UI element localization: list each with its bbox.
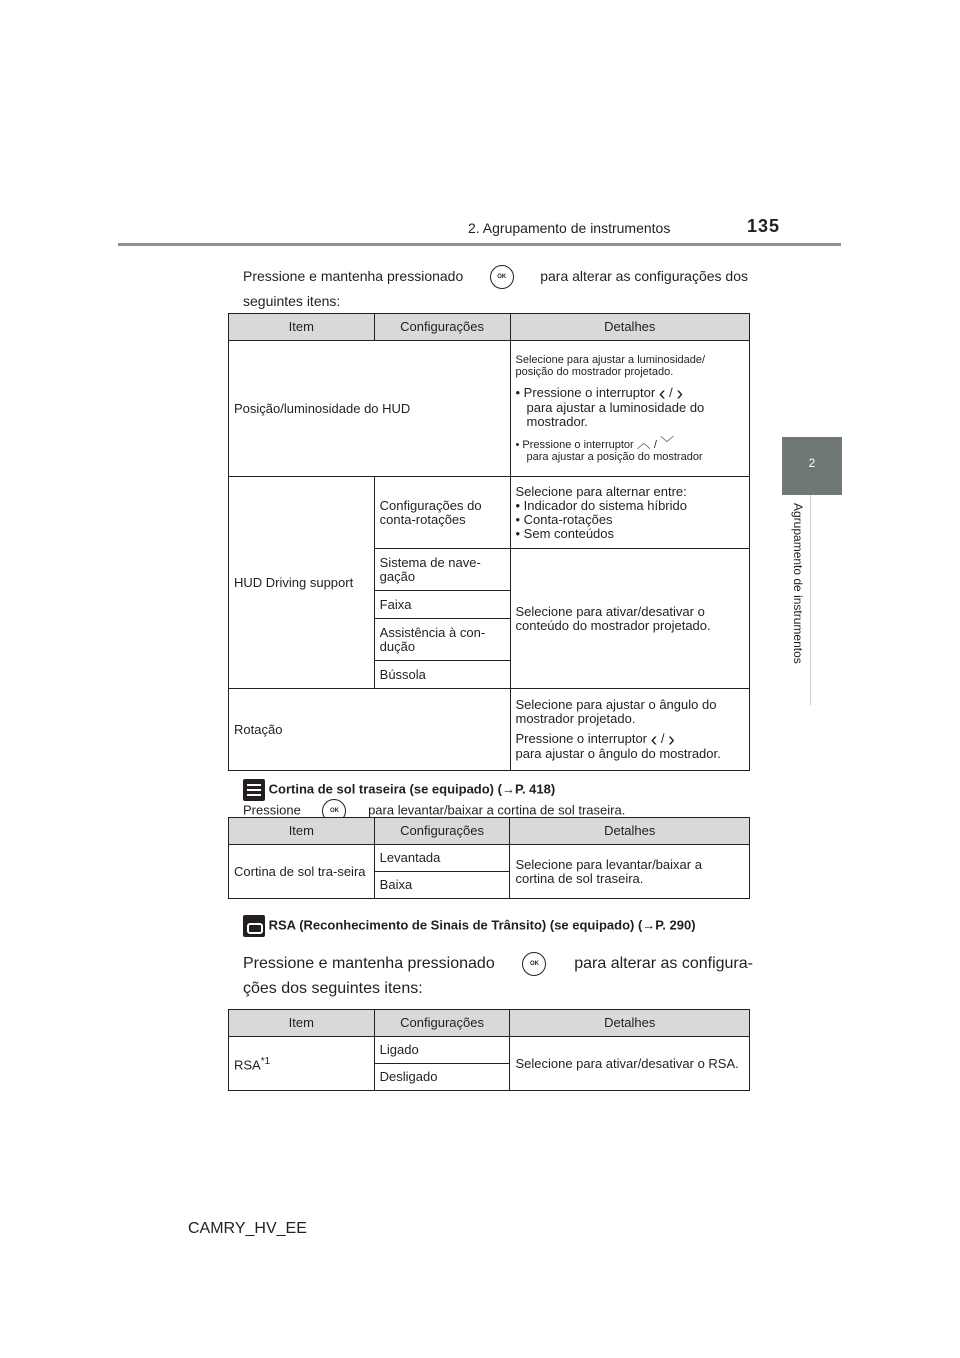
sunshade-title-text: Cortina de sol traseira (se equipado) (→P. 418)	[268, 781, 556, 797]
rotation-text-b: para ajustar o ângulo do mostrador.	[515, 745, 721, 761]
rsa-section-title	[243, 915, 753, 937]
rsa-item-text: RSA	[234, 1057, 261, 1073]
detail1-bullet-0: • Indicador do sistema híbrido	[515, 497, 687, 513]
rsa-text-before: Pressione e mantenha pressionado	[243, 955, 495, 972]
rsa-text-after: para alterar as configura-	[574, 955, 753, 972]
hud-support-setting-2: Faixa	[374, 591, 510, 619]
hud-position-bullet2: • Pressione o interruptor ︿ / ﹀ para ajustar a posição do mostrador	[516, 437, 745, 463]
hud-support-item: HUD Driving support	[229, 477, 375, 689]
rsa-section	[243, 915, 753, 1001]
sunshade-icon	[243, 779, 265, 801]
hud-support-setting-4: Bússola	[374, 661, 510, 689]
col-header-details: Detalhes	[510, 1010, 750, 1037]
col-header-settings: Configurações	[374, 818, 510, 845]
bullet1-text-b: para ajustar a luminosidade do mostrador.	[526, 399, 705, 429]
col-header-item: Item	[229, 1010, 375, 1037]
sunshade-table	[228, 817, 750, 899]
rsa-footnote-ref: *1	[260, 1055, 271, 1067]
chapter-tab-line	[810, 495, 811, 705]
hud-position-detail-intro: Selecione para ajustar a luminosidade/ posição do mostrador projetado.	[515, 354, 706, 379]
ok-button-icon: OK	[322, 799, 346, 823]
bullet2-text-b: para ajustar a posição do mostrador	[526, 450, 703, 463]
rsa-detail: Selecione para ativar/desativar o RSA.	[510, 1037, 750, 1091]
col-header-item: Item	[229, 818, 375, 845]
section-title: 2. Agrupamento de instrumentos	[468, 220, 671, 236]
table-row	[229, 1037, 750, 1064]
hud-support-detail-2: Selecione para ativar/desativar o conteúdo do mostrador projetado.	[510, 549, 750, 689]
hud-position-item: Posição/luminosidade do HUD	[229, 341, 511, 477]
rsa-instruction	[243, 951, 753, 1001]
rsa-text-line2: ções dos seguintes itens:	[243, 980, 423, 997]
sunshade-text-before: Pressione	[243, 802, 301, 818]
chevron-right-icon: ›	[668, 728, 675, 751]
hud-settings-table	[228, 313, 750, 771]
hud-support-detail-1	[510, 477, 750, 549]
detail1-bullet-2: • Sem conteúdos	[515, 525, 615, 541]
col-header-details: Detalhes	[510, 818, 750, 845]
rsa-item	[229, 1037, 375, 1091]
sunshade-setting-1: Baixa	[374, 872, 510, 899]
hud-support-setting-3: Assistência à con-dução	[374, 619, 510, 661]
chevron-up-icon: ︿	[636, 434, 651, 451]
header-divider	[118, 243, 841, 246]
rotation-detail-p2: Pressione o interruptor ‹ / › para ajustar o ângulo do mostrador.	[516, 732, 745, 761]
chevron-down-icon: ﹀	[659, 434, 674, 451]
hud-position-bullet1: • Pressione o interruptor ‹ / › para ajustar a luminosidade do mostrador.	[516, 386, 745, 429]
hud-position-detail	[510, 341, 750, 477]
bullet2-text-a: Pressione o interruptor	[522, 438, 634, 451]
ok-button-icon: OK	[522, 952, 546, 976]
chapter-number: 2	[808, 456, 816, 470]
intro-text-line2: seguintes itens:	[243, 293, 341, 309]
col-header-details: Detalhes	[510, 314, 750, 341]
chevron-right-icon: ›	[676, 382, 683, 405]
rsa-table	[228, 1009, 750, 1091]
model-code: CAMRY_HV_EE	[188, 1220, 307, 1237]
chevron-left-icon: ‹	[650, 728, 658, 751]
detail1-bullet-1: • Conta-rotações	[515, 511, 613, 527]
sunshade-setting-0: Levantada	[374, 845, 510, 872]
table-row	[229, 689, 750, 771]
table-header-row	[229, 818, 750, 845]
rsa-setting-1: Desligado	[374, 1064, 510, 1091]
hud-support-setting-0: Configurações do conta-rotações	[374, 477, 510, 549]
table-header-row	[229, 314, 750, 341]
intro-paragraph	[243, 264, 748, 314]
table-row	[229, 477, 750, 549]
ok-button-icon: OK	[490, 265, 514, 289]
table-header-row	[229, 1010, 750, 1037]
sunshade-text-after: para levantar/baixar a cortina de sol traseira.	[368, 802, 626, 818]
detail1-bullet-1-text: Conta-rotações	[523, 511, 613, 527]
intro-text-after: para alterar as configurações dos	[540, 268, 748, 284]
rotation-item: Rotação	[229, 689, 511, 771]
sunshade-detail: Selecione para levantar/baixar a cortina de sol traseira.	[510, 845, 750, 899]
table-row	[229, 845, 750, 872]
page-number: 135	[747, 216, 781, 236]
rotation-text-a: Pressione o interruptor	[515, 731, 648, 747]
chevron-left-icon: ‹	[658, 382, 666, 405]
rotation-detail	[510, 689, 750, 771]
bullet1-text-a: Pressione o interruptor	[523, 385, 656, 401]
rsa-title-text: RSA (Reconhecimento de Sinais de Trânsito) (se equipado) (→P. 290)	[268, 917, 696, 933]
road-sign-assist-icon	[243, 915, 265, 937]
intro-text-before: Pressione e mantenha pressionado	[243, 268, 464, 284]
col-header-settings: Configurações	[374, 1010, 510, 1037]
rsa-setting-0: Ligado	[374, 1037, 510, 1064]
detail1-bullet-0-text: Indicador do sistema híbrido	[523, 497, 687, 513]
sunshade-section-title	[243, 779, 753, 801]
chapter-label: Agrupamento de instrumentos	[791, 503, 805, 664]
hud-support-setting-1: Sistema de nave-gação	[374, 549, 510, 591]
detail1-bullet-2-text: Sem conteúdos	[523, 525, 615, 541]
detail1-intro: Selecione para alternar entre:	[515, 483, 687, 499]
col-header-settings: Configurações	[374, 314, 510, 341]
rotation-detail-p1: Selecione para ajustar o ângulo do mostrador projetado.	[515, 697, 717, 727]
col-header-item: Item	[229, 314, 375, 341]
table-row	[229, 341, 750, 477]
sunshade-item: Cortina de sol tra-seira	[229, 845, 375, 899]
